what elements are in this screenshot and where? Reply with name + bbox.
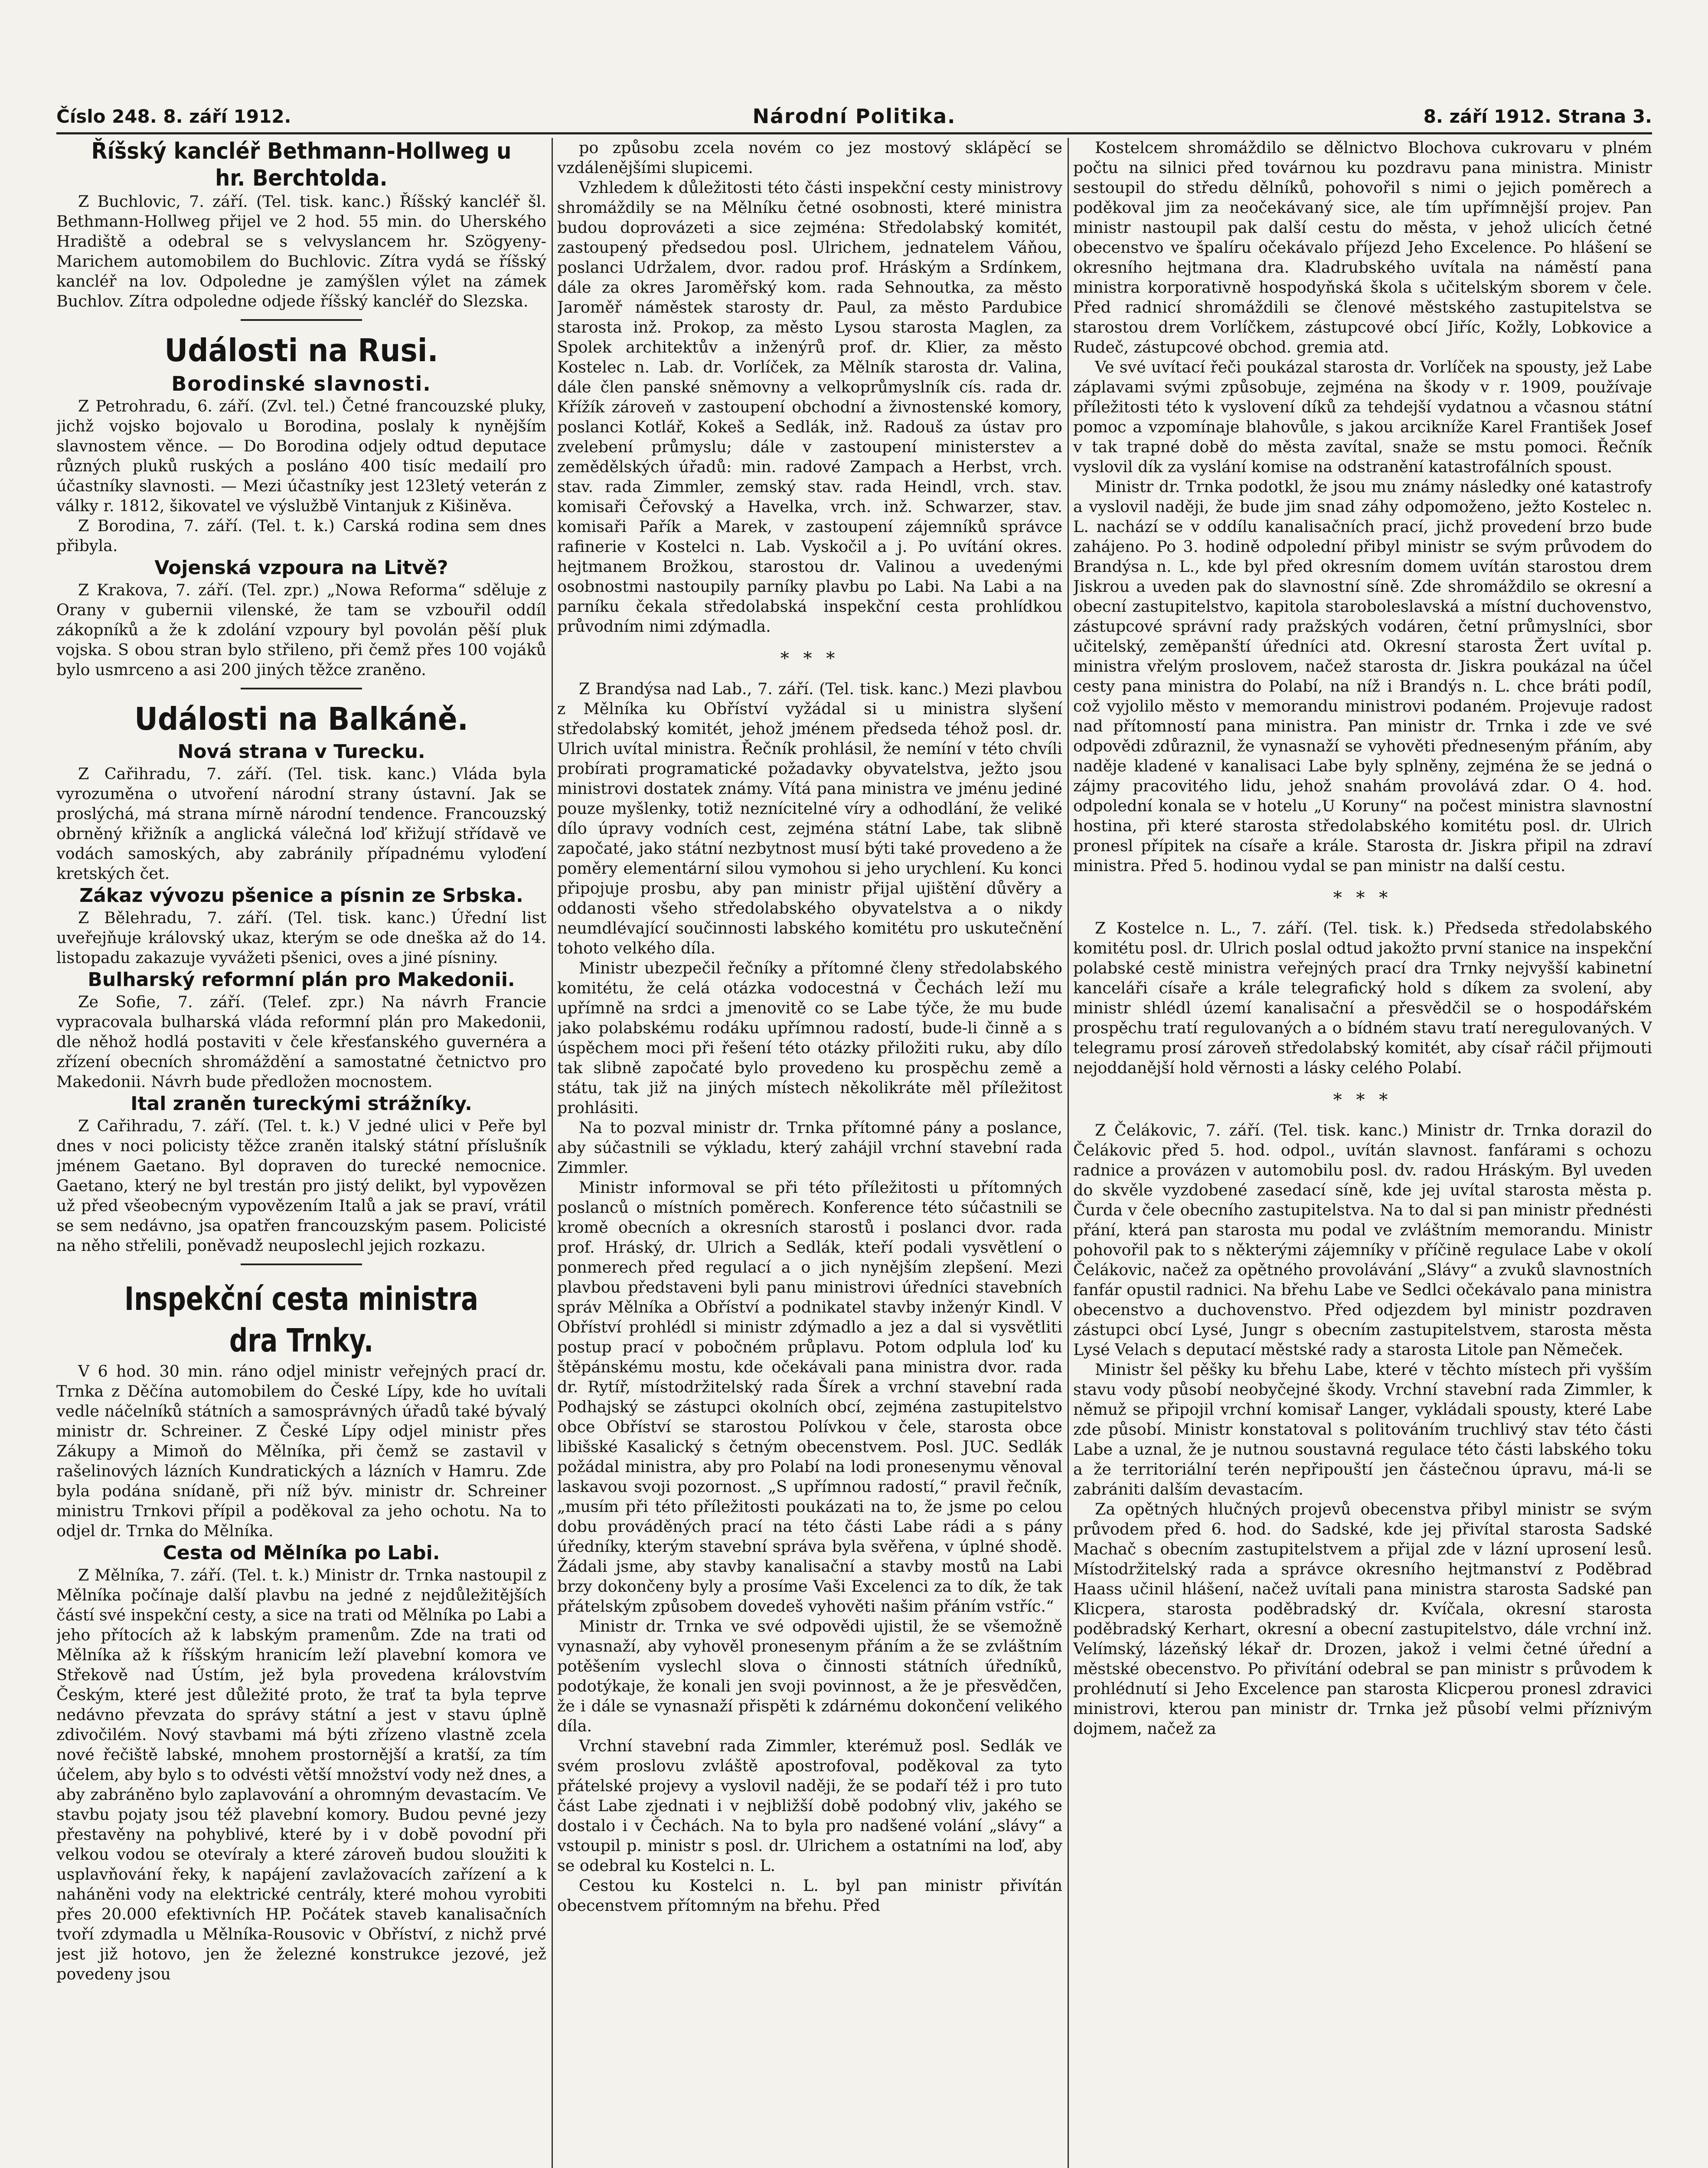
paragraph: Z Brandýsa nad Lab., 7. září. (Tel. tisk. kanc.) Mezi plavbou z Mělníka ku Obříství vyžádal si u ministra slyšení středolabský komitét, jehož jménem předseda téhož posl. dr. Ulrich uvítal ministra. Řečník prohlásil, že nemíní v této chvíli probírati programatické požadavky obyvatelstva, ježto jsou ministrovi dostatek známy. Vítá pana ministra ve jménu jediné pouze myšlenky, totiž neznícitelné víry a odhodlání, že veliké dílo úpravy vodních cest, zejména státní Labe, tak slibně započaté, jako státní nezbytnost musí býti také provedeno a že poměry elementární silou vymohou si jeho urychlení. Ku konci připojuje prosbu, aby pan ministr přijal ujištění důvěry a oddanosti všeho středolabského obyvatelstva a o nikdy neumdlévající součinnosti labského komitétu pro uskutečnění tohoto velkého díla. <box>557 679 1062 957</box>
page-info: 8. září 1912. Strana 3. <box>1423 106 1652 127</box>
paragraph: Vzhledem k důležitosti této části inspekční cesty ministrovy shromáždily se na Mělníku četné osobnosti, které ministra budou doprovázeti a sice zejména: Středolabský komitét, zastoupený předsedou posl. Ulrichem, jednatelem Váňou, poslanci Udržalem, dvor. radou prof. Hráským a Srdínkem, dále za okres Jaroměřský kom. rada Sehnoutka, za město Jaroměř náměstek starosty dr. Paul, za město Pardubice starosta inž. Prokop, za město Lysou starosta Maglen, za Spolek architektův a inženýrů prof. dr. Klier, za město Kostelec n. Lab. dr. Vorlíček, za Mělník starosta dr. Valina, dále člen panské sněmovny a velkoprůmyslník cís. rada dr. Křížík zároveň v zastoupení obchodní a živnostenské komory, poslanci Kotlář, Kokeš a Sedlák, inž. Radouš za ústav pro zvelebení průmyslu; dále v zastoupení ministerstev a zemědělských úřadů: min. radové Zampach a Herbst, vrch. stav. rada Zimmler, zemský stav. rada Heindl, vrch. stav. komisaři Čeřovský a Havelka, vrch. inž. Schwarzer, stav. komisaři Pařík a Marek, v zastoupení zájemníků správce rafinerie v Kostelci n. Lab. Vyskočil a j. Po uvítání okres. hejtmanem Brožkou, starostou dr. Valinou a uvedenými osobnostmi nastoupily parníky plavbu po Labi. Na Labi a na parníku čekala středolabská inspekční cesta prohlídkou průvodním nimi zdýmadla. <box>557 178 1062 636</box>
separator-rule <box>241 319 362 321</box>
subheading: Cesta od Mělníka po Labi. <box>163 1542 440 1564</box>
subheading: Nová strana v Turecku. <box>177 741 425 763</box>
section-heading: Události na Balkáně. <box>134 701 468 737</box>
paragraph: Z Buchlovic, 7. září. (Tel. tisk. kanc.) Říšský kancléř šl. Bethmann-Hollweg přijel ve 2 hod. 55 min. do Uherského Hradiště a odebral se s velvyslancem hr. Szögyeny-Marichem automobilem do Buchlovic. Zítra vydá se říšský kancléř na lov. Odpoledne je zamýšlen výlet na zámek Buchlov. Zítra odpoledne odjede říšský kancléř do Slezska. <box>56 192 546 310</box>
subheading: Bulharský reformní plán pro Makedonii. <box>88 969 515 991</box>
separator-rule <box>241 688 362 689</box>
paragraph: Ministr dr. Trnka podotkl, že jsou mu známy následky oné katastrofy a vyslovil naději, že bude jim snad záhy odpomoženo, ježto Kostelec n. L. nachází se v oddílu kanalisačních prací, jichž provedení brzo bude zahájeno. Po 3. hodině odpolední přibyl ministr se svým průvodem do Brandýsa n. L., kde byl před okresním domem uvítán starostou drem Jiskrou a uveden pak do slavnostní síně. Zde shromáždilo se okresní a obecní zastupitelstvo, kapitola staroboleslavská a místní duchovenstvo, zástupcové správní rady pražských vodáren, četní průmyslníci, sbor učitelský, zeměpanští úředníci atd. Okresní starosta Žert uvítal p. ministra vřelým proslovem, načež starosta dr. Jiskra poukázal na účel cesty pana ministra do Polabí, na níž i Brandýs n. L. chce bráti podíl, což vyjolilo město v memorandu ministrovi podaném. Projevuje radost nad přítomností pana ministra. Pan ministr dr. Trnka i zde ve své odpovědi zdůraznil, že vynasnaží se vyhověti předneseným přáním, aby naděje kladené v kanalisaci Labe byly splněny, zejména že se jedná o zájmy pracovitého lidu, jehož snahám provolává zdar. O 4. hod. odpolední konala se v hotelu „U Koruny“ na počest ministra slavnostní hostina, při které starosta středolabského komitétu posl. dr. Ulrich pronesl přípitek na císaře a krále. Starosta dr. Jiskra připil na zdraví ministra. Před 5. hodinou vydal se pan ministr na další cestu. <box>1073 477 1652 875</box>
newspaper-title: Národní Politika. <box>752 104 956 128</box>
paragraph: Ministr informoval se při této příležitosti u přítomných poslanců o místních poměrech. Konference této súčastnili se kromě obecních a okresních starostů i poslanci dvor. rada prof. Hráský, dr. Ulrich a Sedlák, kteří podali vysvětlení o ponmerech před regulací a o jich nynějším zlepšení. Mezi plavbou představeni byli panu ministrovi úředníci stavebních správ Mělníka a Obříství a podnikatel stavby inženýr Kindl. V Obříství prohlédl si ministr zdýmadlo a jez a dal si vysvětliti postup prací v pobočném průplavu. Potom odplula loď ku štěpánskému mostu, kde očekávali pana ministra dvor. rada dr. Rytíř, místodržitelský rada Šírek a vrchní stavební rada Podhajský se zástupci okolních obcí, zejména zastupitelstvo obce Obříství se starostou Polívkou v čele, starosta obce libišské Kasalický s četným obecenstvem. Posl. JUC. Sedlák požádal ministra, aby pro Polabí na lodi pronesenymu věnoval laskavou svoji pozornost. „S upřímnou radostí,“ pravil řečník, „musím při této příležitosti poukázati na to, že jsme po celou dobu prováděných prací na této části Labe rádi a s pány úředníky, kterým stavební správa byla svěřena, v úplné shodě. Žádali jsme, aby stavby kanalisační a stavby mostů na Labi brzy dokončeny byly a prosíme Vaši Excelenci za to dík, že tak přátelským způsobem dovedeš vyhověti našim přáním vstříc.“ <box>557 1178 1062 1616</box>
paragraph: Z Petrohradu, 6. září. (Zvl. tel.) Četné francouzské pluky, jichž vojsko bojovalo u Borodina, poslaly k nynějším slavnostem věnce. — Do Borodina odjely odtud deputace různých pluků ruských a posláno 400 tisíc medailí pro účastníky slavnosti. — Mezi účastníky jest 123letý veterán z války r. 1812, šikovatel ve výslužbě Vintanjuk z Kišiněva. <box>56 397 546 515</box>
paragraph: Ministr ubezpečil řečníky a přítomné členy středolabského komitétu, že celá otázka vodocestná v Čechách leží mu upřímně na srdci a jmenovitě co se Labe týče, že mu bude jako polabskému rodáku upřímnou radostí, bude-li činně a s úspěchem moci při řešení této otázky přiložiti ruku, aby dílo tak slibně započaté bylo provedeno ku prospěchu země a státu, tak již na jiných místech několikráte měl příležitost prohlásiti. <box>557 959 1062 1117</box>
separator-stars: * * * <box>780 649 839 669</box>
paragraph: Z Cařihradu, 7. září. (Tel. tisk. kanc.) Vláda byla vyrozuměna o utvoření národní strany ústavní. Jak se proslýchá, má strana mírně národní tendence. Francouzský obrněný křižník a anglická válečná loď křižují střídavě ve vodách samoských, aby zabránily případnému vyloďení kretských čet. <box>56 764 546 883</box>
paragraph: Ve své uvítací řeči poukázal starosta dr. Vorlíček na spousty, jež Labe záplavami svými způsobuje, zejména na škody v r. 1909, používaje příležitosti této k vyslovení díků za tehdejší vydatnou a včasnou státní pomoc a vzpomínaje blahovůle, s jakou arcikníže Karel František Josef v tak trapné době do města zavítal, snaže se mstu pomoci. Řečník vyslovil dík za vyslání komise na odstranění katastrofálních spoust. <box>1073 358 1652 476</box>
headline: Říšský kancléř Bethmann-Hollweg u hr. Berchtolda. <box>91 138 512 191</box>
subheading: Vojenská vzpoura na Litvě? <box>154 557 448 579</box>
separator-stars: * * * <box>1333 1090 1392 1110</box>
subheading: Zákaz vývozu pšenice a písnin ze Srbska. <box>79 885 523 907</box>
section-heading: Inspekční cesta ministra dra Trnky. <box>124 1280 478 1359</box>
paragraph: Na to pozval ministr dr. Trnka přítomné pány a poslance, aby súčastnili se výkladu, který zahájil vrchní stavební rada Zimmler. <box>557 1118 1062 1177</box>
paragraph: Z Čelákovic, 7. září. (Tel. tisk. kanc.) Ministr dr. Trnka dorazil do Čelákovic před 5. hod. odpol., uvítán slavnost. fanfárami s ochozu radnice a provázen v automobilu posl. dv. radou Hráským. Byl uveden do skvěle vyzdobené zasedací síně, kde jej uvítal starosta města p. Čurda v čele obecního zastupitelstva. Na to dal si pan ministr přednésti přání, která pan starosta mu podal ve zvláštním memorandu. Ministr pohovořil pak to s některými zájemníky v příčině regulace Labe v okolí Čelákovic, načež za opětného provolávání „Slávy“ a zvuků slavnostních fanfár opustil radnici. Na břehu Labe ve Sedlci očekávalo pana ministra obecenstvo a duchovenstvo. Před odjezdem byl ministr pozdraven zástupci obcí Lysé, Jungr s obecním zastupitelstvem, starosta města Lysé Velach s deputací městské rady a starosta Litole pan Němeček. <box>1073 1121 1652 1359</box>
subheading: Borodinské slavnosti. <box>171 372 431 395</box>
section-heading: Události na Rusi. <box>164 332 438 369</box>
masthead <box>56 102 1652 134</box>
paragraph: Z Borodina, 7. září. (Tel. t. k.) Carská rodina sem dnes přibyla. <box>56 516 546 555</box>
column-2 <box>557 138 1062 2168</box>
paragraph: Ze Sofie, 7. září. (Telef. zpr.) Na návrh Francie vypracovala bulharská vláda reformní plán pro Makedonii, dle něhož hodlá postaviti v čele křesťanského guvernéra a zřízení obecních shromáždění a samostatné četnictvo pro Makedonii. Návrh bude předložen mocnostem. <box>56 993 546 1091</box>
paragraph: Za opětných hlučných projevů obecenstva přibyl ministr se svým průvodem před 6. hod. do Sadské, kde jej přivítal starosta Sadské Machač s obecním zastupitelstvem a přijal zde v lázní uprosení lesů. Místodržitelský rada a správce okresního hejtmanství z Poděbrad Haass učinil hlášení, načež uvítali pana ministra starosta Sadské pan Klicpera, starosta poděbradský dr. Kvíčala, okresní starosta poděbradský Kerhart, okresní a obecní zastupitelstvo, dále vrchní inž. Velímský, lázeňský lékař dr. Drozen, jakož i velmi četné úřední a městské obecenstvo. Po přivítání odebral se pan ministr s průvodem k prohlédnutí si Jeho Excelence pan starosta Klicperou pronesl zdravici ministrovi, kterou pan ministr dr. Trnka jež působí velmi příznivým dojmem, načež za <box>1073 1500 1652 1738</box>
paragraph: Vrchní stavební rada Zimmler, kterémuž posl. Sedlák ve svém proslovu zvláště apostrofoval, poděkoval za tyto přátelské projevy a vyslovil naději, že se podaří též i pro tuto část Labe zjednati i v nejbližší době podobný vliv, jakého se dostalo i v Čechách. Na to byla pro nadšené volání „slávy“ a vstoupil p. ministr s posl. dr. Ulrichem a ostatními na loď, aby se odebral ku Kostelci n. L. <box>557 1737 1062 1875</box>
paragraph: Z Mělníka, 7. září. (Tel. t. k.) Ministr dr. Trnka nastoupil z Mělníka počínaje další plavbu na jedné z nejdůležitějších částí své inspekční cesty, a sice na trati od Mělníka po Labi a jeho přítocích až k labským pramenům. Zde na trati od Mělníka až k říšským hranicím leží plavební komora ve Střekově nad Ústím, jež byla provedena královstvím Českým, které jest důležité proto, že trať ta byla teprve nedávno převzata do správy státní a jest v stavu úplně zdivočilém. Nový stavbami má býti zřízeno vlastně zcela nové řečiště labské, mnohem prostornější a kratší, za tím účelem, aby bylo s to odvésti větší množství vody než dnes, a aby zabráněno bylo zaplavování a ohromným devastacím. Ve stavbu pojaty jsou též plavební komory. Budou pevné jezy přestavěny na pohyblivé, které by i v době povodní při velkou vodou se otevíraly a které zároveň budou sloužiti k usplavňování řeky, k napájení zavlažovacích zařízení a k naháněni vody na elektrické centrály, které mohou vyrobiti přes 20.000 efektivních HP. Počátek staveb kanalisačních tvoří zdymadla u Mělníka-Rousovic v Obříství, z nichž prvé jest již hotovo, jen že železné konstrukce jezové, jež povedeny jsou <box>56 1566 546 1983</box>
paragraph: Z Bělehradu, 7. září. (Tel. tisk. kanc.) Úřední list uveřejňuje královský ukaz, kterým se ode dneška až do 14. listopadu zakazuje vyvážeti pšenici, oves a jiné písniny. <box>56 908 546 967</box>
paragraph: Z Cařihradu, 7. září. (Tel. t. k.) V jedné ulici v Peře byl dnes v noci policisty těžce zraněn italský státní příslušník jménem Gaetano. Byl dopraven do turecké nemocnice. Gaetano, který ne byl trestán pro jistý delikt, byl vypovězen už před všeobecným vypovězením Italů a jak se praví, vrátil se sem nedávno, jsa opatřen francouzským pasem. Policisté na něho střelili, poněvadž neuposlechl jejich rozkazu. <box>56 1117 546 1255</box>
issue-info: Číslo 248. 8. září 1912. <box>56 106 291 127</box>
paragraph: Ministr šel pěšky ku břehu Labe, které v těchto místech při vyšším stavu vody působí neobyčejné škody. Vrchní stavební rada Zimmler, k němuž se připojil vrchní komisař Langer, vykládali spousty, které Labe zde působí. Ministr konstatoval s politováním truchlivý stav této části Labe a uznal, že je nutnou soustavná regulace této části labského toku a že territoriální terén nepřipouští jen částečnou úpravu, má-li se zabrániti dalším devastacím. <box>1073 1360 1652 1499</box>
column-1 <box>56 138 546 2168</box>
paragraph: V 6 hod. 30 min. ráno odjel ministr veřejných prací dr. Trnka z Děčína automobilem do České Lípy, kde ho uvítali vedle náčelníků státních a samosprávných úřadů také bývalý ministr dr. Schreiner. Z České Lípy odjel ministr přes Zákupy a Mimoň do Mělníka, při čemž se zastavil v rašelinových lázních Kundratických a lázních v Hamru. Zde byla podána snídaně, při níž býv. ministr dr. Schreiner ministru Trnkovi přípil a poděkoval za jeho ochotu. Na to odjel dr. Trnka do Mělníka. <box>56 1362 546 1540</box>
paragraph: Z Kostelce n. L., 7. září. (Tel. tisk. k.) Předseda středolabského komitétu posl. dr. Ulrich poslal odtud jakožto první stanice na inspekční polabské cestě ministra veřejných prací dra Trnky nejvyšší kabinetní kanceláři císaře a krále telegrafický hold s díkem za svolení, aby ministr shlédl území kanalisační a přesvědčil se o hospodářském prospěchu tratí regulovaných a o bídném stavu tratí neregulovaných. V telegramu prosí zároveň středolabský komitét, aby císař ráčil přijmouti nejoddanější hold věrnosti a lásky celého Polabí. <box>1073 919 1652 1077</box>
paragraph: po způsobu zcela novém co jez mostový sklápěcí se vzdálenějšími slupicemi. <box>557 138 1062 177</box>
separator-rule <box>241 1264 362 1265</box>
column-divider <box>552 138 553 2168</box>
column-3 <box>1073 138 1652 2168</box>
subheading: Ital zraněn tureckými strážníky. <box>131 1093 472 1115</box>
paragraph: Z Krakova, 7. září. (Tel. zpr.) „Nowa Reforma“ sděluje z Orany v gubernii vilenské, že tam se vzbouřil oddíl zákopníků a že k zdolání vzpoury byl povolán pěší pluk vojska. S obou stran bylo střileno, při čemž přes 100 vojáků bylo usmrceno a asi 200 jiných těžce zraněno. <box>56 581 546 679</box>
separator-stars: * * * <box>1333 888 1392 908</box>
paragraph: Cestou ku Kostelci n. L. byl pan ministr přivítán obecenstvem přítomným na břehu. Před <box>557 1876 1062 1915</box>
column-divider <box>1068 138 1069 2168</box>
paragraph: Kostelcem shromáždilo se dělnictvo Blochova cukrovaru v plném počtu na silnici před továrnou ku pozdravu pana ministra. Ministr sestoupil do středu dělníků, pohovořil s nimi o jejich poměrech a poděkoval jim za neočekávaný sice, ale tím upřímnější projev. Pan ministr nastoupil pak další cestu do města, v jehož ulicích četné obecenstvo ve špalíru očekávalo příjezd Jeho Excelence. Po hlášení se okresního hejtmana dra. Kladrubského uvítala na náměstí pana ministra korporativně hospodyňská škola s učitelským sborem v čele. Před radnicí shromáždili se členové městského zastupitelstva se starostou drem Vorlíčkem, zástupcové obcí Jiříc, Kožly, Lobkovice a Rudeč, zástupcové obchod. gremia atd. <box>1073 138 1652 356</box>
paragraph: Ministr dr. Trnka ve své odpovědi ujistil, že se všemožně vynasnaží, aby vyhověl pronesenym přáním a že se zvláštním potěšením vyslechl slova o činnosti státních úředníků, podotýkaje, že konali jen svoji povinnost, a že je přesvědčen, že i dále se vynasnaží přispěti k zdárnému dokončení velikého díla. <box>557 1617 1062 1735</box>
